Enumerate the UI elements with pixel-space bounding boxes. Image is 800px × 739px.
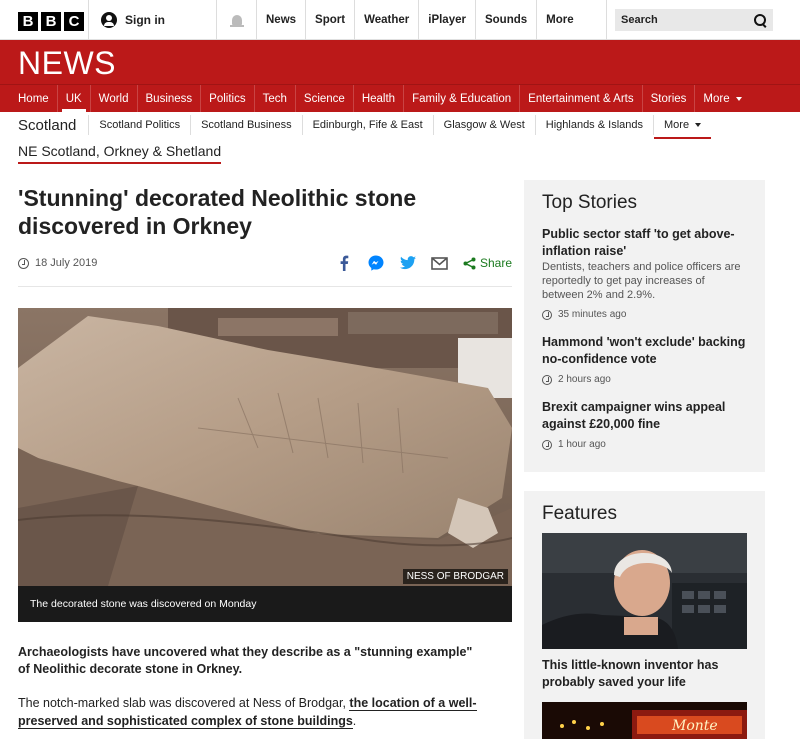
logo-letter: B: [41, 12, 61, 31]
region-title[interactable]: Scotland: [18, 116, 77, 134]
feature-image[interactable]: [542, 702, 747, 739]
clock-icon: [18, 258, 29, 269]
region-nav-business[interactable]: Scotland Business: [190, 115, 302, 135]
section-nav-more[interactable]: [695, 85, 749, 112]
signin-label: Sign in: [125, 13, 165, 27]
top-stories: [524, 180, 765, 472]
share-label: Share: [479, 256, 512, 270]
story-title[interactable]: Public sector staff 'to get above-inflation raise': [542, 227, 735, 258]
region-nav-more-label: More: [664, 119, 690, 131]
global-nav-more-label: More: [546, 14, 574, 26]
section-nav-science[interactable]: Science: [296, 85, 354, 112]
features: [524, 491, 765, 739]
facebook-icon[interactable]: [335, 254, 353, 272]
image-credit: NESS OF BRODGAR: [403, 569, 508, 584]
article-meta: [18, 252, 512, 274]
logo-letter: C: [64, 12, 84, 31]
chevron-down-icon: [695, 123, 701, 127]
story-time-label: 35 minutes ago: [558, 309, 627, 320]
paragraph-text: The notch-marked slab was discovered at Ness of Brodgar,: [18, 696, 350, 710]
article-lead: Archaeologists have uncovered what they describe as a "stunning example" of Neolithic decorate stone in Orkney.: [18, 645, 473, 676]
story-item[interactable]: [542, 399, 747, 450]
section-nav-uk[interactable]: UK: [58, 85, 91, 112]
email-icon[interactable]: [431, 254, 449, 272]
news-logo[interactable]: NEWS: [18, 45, 116, 81]
global-nav-sport[interactable]: Sport: [305, 0, 354, 40]
meta-divider: [18, 286, 512, 287]
features-title: Features: [542, 503, 617, 524]
share-tools: [335, 252, 512, 274]
story-time: [542, 309, 747, 320]
section-nav-world[interactable]: World: [91, 85, 138, 112]
inline-link[interactable]: the location of a well-preserved and sophisticated complex of stone buildings: [18, 696, 477, 728]
bell-icon: [232, 15, 242, 25]
section-nav-politics[interactable]: Politics: [201, 85, 254, 112]
signin-button[interactable]: [88, 0, 165, 40]
article-headline: 'Stunning' decorated Neolithic stone discovered in Orkney: [18, 185, 417, 239]
section-nav-business[interactable]: Business: [138, 85, 202, 112]
global-nav-news[interactable]: News: [256, 0, 305, 40]
story-time-label: 1 hour ago: [558, 439, 606, 450]
region-nav-more[interactable]: [653, 115, 711, 135]
section-nav-entertainment-arts[interactable]: Entertainment & Arts: [520, 85, 642, 112]
story-item[interactable]: [542, 226, 747, 320]
neon-sign-photo: [542, 702, 747, 739]
clock-icon: [542, 310, 552, 320]
region-nav-highlands[interactable]: Highlands & Islands: [535, 115, 653, 135]
messenger-icon[interactable]: [367, 254, 385, 272]
section-nav: [0, 84, 800, 112]
neolithic-stone-image: [18, 308, 512, 586]
bbc-logo[interactable]: [18, 12, 84, 31]
share-button[interactable]: [463, 254, 512, 272]
story-summary: Dentists, teachers and police officers are reportedly to get pay increases of between 2% and 2.9%.: [542, 261, 741, 301]
chevron-down-icon: [736, 97, 742, 101]
story-title[interactable]: Hammond 'won't exclude' backing no-confidence vote: [542, 335, 746, 366]
story-time: [542, 374, 747, 385]
top-stories-title: Top Stories: [542, 192, 638, 213]
section-nav-more-label: More: [703, 92, 730, 105]
paragraph-text-end: .: [352, 714, 357, 728]
search-icon[interactable]: [754, 14, 767, 27]
global-nav-iplayer[interactable]: iPlayer: [418, 0, 475, 40]
story-time: [542, 439, 747, 450]
article-image: [18, 308, 512, 586]
region-nav: [0, 112, 800, 138]
section-nav-tech[interactable]: Tech: [255, 85, 296, 112]
twitter-icon[interactable]: [399, 254, 417, 272]
local-section-link[interactable]: NE Scotland, Orkney & Shetland: [18, 143, 221, 164]
feature-title[interactable]: This little-known inventor has probably saved your life: [542, 658, 719, 689]
global-nav-sounds[interactable]: Sounds: [475, 0, 536, 40]
share-icon: [463, 257, 476, 270]
story-item[interactable]: [542, 334, 747, 385]
region-nav-edinburgh[interactable]: Edinburgh, Fife & East: [302, 115, 433, 135]
image-caption: The decorated stone was discovered on Monday: [18, 586, 512, 622]
neon-sign-text: Monte: [672, 718, 718, 734]
article-date: 18 July 2019: [35, 257, 98, 269]
clock-icon: [542, 375, 552, 385]
logo-letter: B: [18, 12, 38, 31]
section-nav-health[interactable]: Health: [354, 85, 404, 112]
user-icon: [101, 12, 117, 28]
inventor-photo: [542, 533, 747, 649]
search-placeholder: Search: [621, 14, 658, 26]
search: [606, 0, 773, 40]
story-title[interactable]: Brexit campaigner wins appeal against £20,000 fine: [542, 400, 726, 431]
notifications-button[interactable]: [216, 0, 256, 40]
region-nav-glasgow[interactable]: Glasgow & West: [433, 115, 535, 135]
feature-image[interactable]: [542, 533, 747, 649]
global-header: [0, 0, 800, 40]
global-nav: [256, 0, 632, 40]
global-nav-weather[interactable]: Weather: [354, 0, 418, 40]
section-nav-home[interactable]: Home: [10, 85, 58, 112]
clock-icon: [542, 440, 552, 450]
news-masthead: [0, 40, 800, 84]
section-nav-family-education[interactable]: Family & Education: [404, 85, 520, 112]
article-paragraph: [18, 694, 488, 730]
section-nav-stories[interactable]: Stories: [643, 85, 696, 112]
region-nav-politics[interactable]: Scotland Politics: [88, 115, 190, 135]
search-input[interactable]: [615, 9, 773, 31]
story-time-label: 2 hours ago: [558, 374, 611, 385]
